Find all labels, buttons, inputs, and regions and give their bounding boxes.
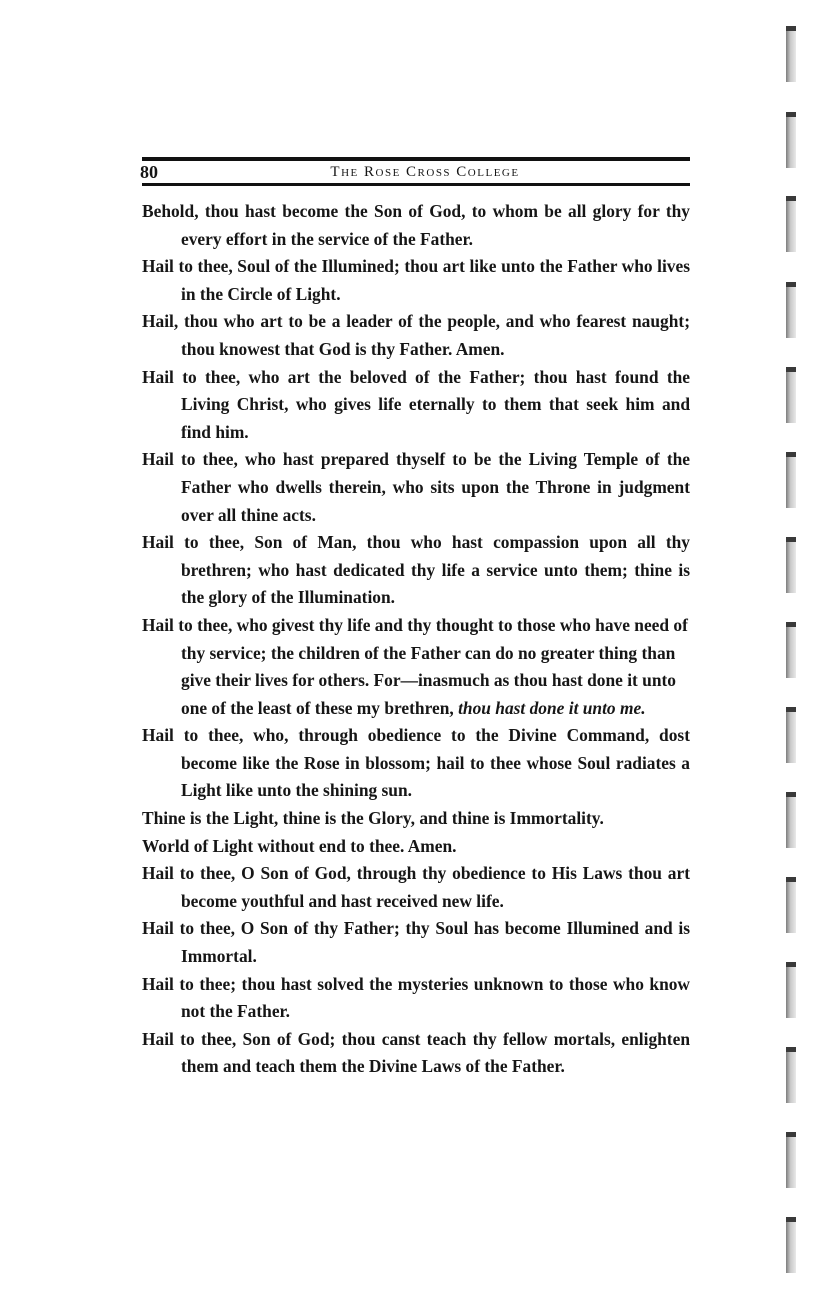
thumb-index-tab	[786, 622, 796, 678]
paragraph: Hail to thee, Soul of the Illumined; thou art like unto the Father who lives in the Circle of Light.	[142, 256, 690, 304]
thumb-index-tab	[786, 1217, 796, 1273]
paragraph: Thine is the Light, thine is the Glory, and thine is Immortality.	[142, 808, 604, 829]
paragraph: Hail to thee; thou hast solved the mysteries unknown to those who know not the Father.	[142, 973, 690, 1022]
thumb-index-tab	[786, 537, 796, 593]
paragraph: Hail to thee, Son of Man, thou who hast compassion upon all thy brethren; who hast dedicated thy life a service unto them; thine is the glory of the Illumination.	[142, 532, 690, 608]
paragraph: Hail to thee, who hast prepared thyself to be the Living Temple of the Father who dwells therein, who sits upon the Throne in judgment over all thine acts.	[142, 449, 690, 525]
thumb-index-tab	[786, 792, 796, 848]
thumb-index-tab	[786, 282, 796, 338]
paragraph: Hail to thee, O Son of thy Father; thy Soul has become Illumined and is Immortal.	[142, 918, 690, 967]
thumb-index-tab	[786, 962, 796, 1018]
paragraph: World of Light without end to thee. Amen.	[142, 835, 457, 856]
thumb-index-tab	[786, 367, 796, 423]
thumb-index-tab	[786, 707, 796, 763]
thumb-index-tabs	[786, 0, 816, 1290]
thumb-index-tab	[786, 1132, 796, 1188]
paragraph: Hail to thee, O Son of God, through thy obedience to His Laws thou art become youthful and hast received new life.	[142, 863, 690, 911]
page-number: 80	[140, 162, 158, 182]
thumb-index-tab	[786, 196, 796, 252]
paragraph: Hail to thee, who, through obedience to the Divine Command, dost become like the Rose in blossom; hail to thee whose Soul radiates a Light like unto the shining sun.	[142, 725, 690, 801]
body-text	[142, 198, 690, 1081]
thumb-index-tab	[786, 112, 796, 168]
paragraph-text: Hail to thee, who givest thy life and thy thought to those who have need of thy service; the children of the Father can do no greater thing than give their lives for others. For—inasmuch as thou hast done it unto one of the least of these my brethren,	[142, 614, 688, 718]
italic-phrase: thou hast done it unto me.	[458, 697, 646, 718]
running-head: The Rose Cross College	[330, 164, 520, 180]
thumb-index-tab	[786, 26, 796, 82]
paragraph: Hail to thee, Son of God; thou canst teach thy fellow mortals, enlighten them and teach them the Divine Laws of the Father.	[142, 1028, 690, 1077]
paragraph: Hail, thou who art to be a leader of the people, and who fearest naught; thou knowest that God is thy Father. Amen.	[142, 311, 690, 359]
paragraph	[142, 612, 690, 722]
thumb-index-tab	[786, 877, 796, 933]
paragraph: Hail to thee, who art the beloved of the Father; thou hast found the Living Christ, who gives life eternally to them that seek him and find him.	[142, 366, 690, 442]
thumb-index-tab	[786, 1047, 796, 1103]
paragraph: Behold, thou hast become the Son of God, to whom be all glory for thy every effort in the service of the Father.	[142, 201, 690, 249]
header-rule-bottom	[142, 183, 690, 186]
thumb-index-tab	[786, 452, 796, 508]
header-rule-top	[142, 157, 690, 161]
